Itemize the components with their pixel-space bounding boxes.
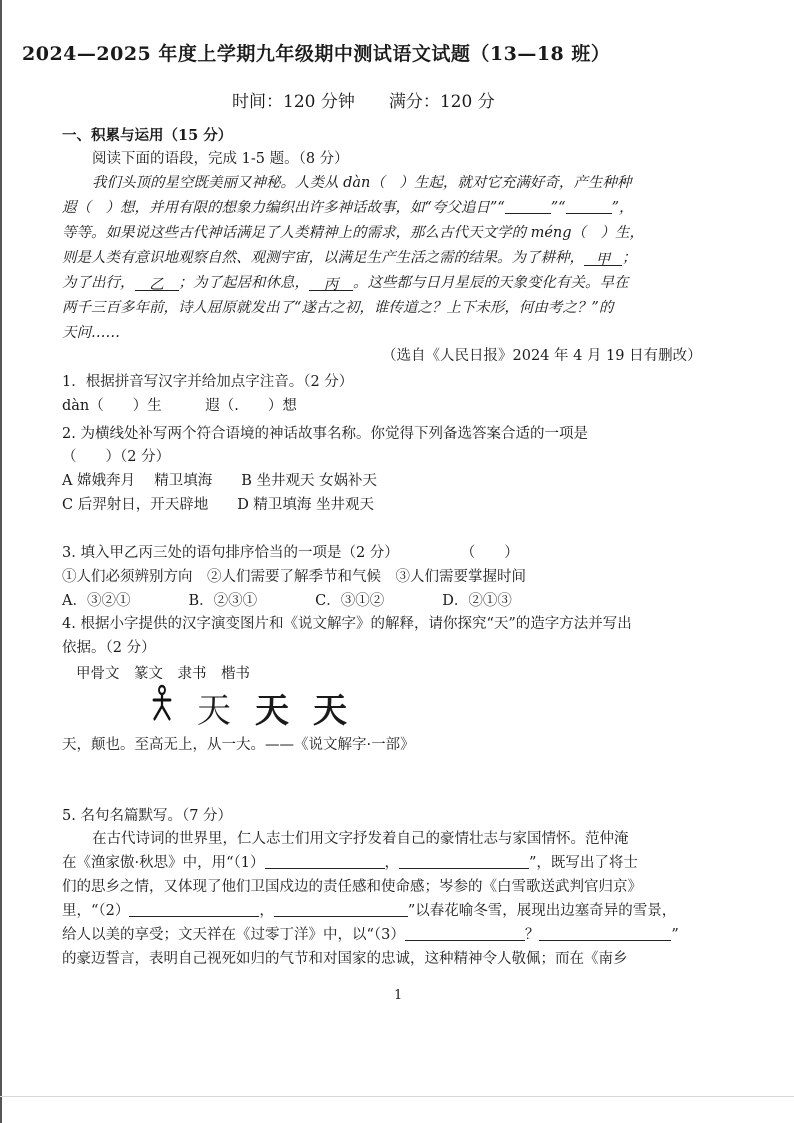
q3-items: ①人们必须辨别方向 ②人们需要了解季节和气候 ③人们需要掌握时间	[62, 569, 526, 585]
passage-line-4: 则是人类有意识地观察自然、观测宇宙，以满足生产生活之需的结果。为了耕种， 甲 ；	[62, 250, 637, 268]
seal-script-glyph: 天	[197, 691, 231, 731]
script-labels: 甲骨文 篆文 隶书 楷书	[76, 666, 250, 682]
passage-line-2: 遐（ ）想，并用有限的想象力编织出许多神话故事，如“夸父追日”“ ”“ ”，	[62, 200, 634, 216]
blank-bing: 丙	[309, 275, 353, 291]
q5-line-2: 在《渔家傲·秋思》中，用“（1） ， ”，既写出了将士	[62, 855, 638, 871]
q5-stem: 5. 名句名篇默写。（7 分）	[62, 808, 233, 824]
q2-option-ab: A 嫦娥奔月 精卫填海 B 坐井观天 女娲补天	[62, 473, 378, 489]
blank-myth-1	[505, 198, 551, 214]
section1-heading: 一、积累与运用（15 分）	[62, 127, 233, 144]
regular-script-glyph: 天	[313, 691, 347, 731]
q5-line-3: 们的思乡之情，又体现了他们卫国戍边的责任感和使命感；岑参的《白雪歌送武判官归京》	[62, 879, 642, 895]
q5-line-4: 里，“（2） ， ”以春花喻冬雪，展现出边塞奇异的雪景，	[62, 903, 677, 919]
clerical-script-glyph: 天	[255, 691, 289, 731]
passage-line-7: 天问……	[62, 325, 120, 341]
blank-q5-2a	[129, 901, 259, 917]
left-edge-line	[0, 0, 2, 1123]
page-bottom-line	[0, 1096, 794, 1097]
q2-paren: （ ）（2 分）	[62, 449, 171, 465]
q1-answer-line: dàn（ ）生 遐（. ）想	[62, 398, 297, 414]
blank-q5-1b	[399, 853, 529, 869]
q4-stem-2: 依据。（2 分）	[62, 640, 156, 656]
passage-line-5: 为了出行， 乙 ；为了起居和休息， 丙 。这些都与日月星辰的天象变化有关。早在	[62, 275, 629, 293]
q2-stem: 2. 为横线处补写两个符合语境的神话故事名称。你觉得下列备选答案合适的一项是	[62, 426, 588, 442]
blank-myth-2	[566, 198, 612, 214]
page-number: 1	[394, 988, 403, 1003]
q5-line-5: 给人以美的享受；文天祥在《过零丁洋》中，以“（3） ？ ”	[62, 927, 679, 943]
blank-q5-3b	[539, 925, 671, 941]
q3-stem: 3. 填入甲乙丙三处的语句排序恰当的一项是（2 分） （ ）	[62, 545, 519, 561]
oracle-tian-icon	[151, 684, 174, 722]
passage-line-3: 等等。如果说这些古代神话满足了人类精神上的需求，那么古代天文学的 méng（ ）生，	[62, 225, 645, 241]
shuowen-quote: 天，颠也。至高无上，从一大。——《说文解字·一部》	[62, 737, 415, 753]
q5-line-1: 在古代诗词的世界里，仁人志士们用文字抒发着自己的豪情壮志与家国情怀。范仲淹	[92, 831, 629, 847]
blank-yi: 乙	[135, 275, 179, 291]
passage-line-6: 两千三百多年前，诗人屈原就发出了“遂古之初，谁传道之？上下未形，何由考之？”的	[62, 300, 614, 316]
q5-line-6: 的豪迈誓言，表明自己视死如归的气节和对国家的忠诚，这种精神令人敬佩；而在《南乡	[62, 951, 628, 967]
blank-jia: 甲	[584, 250, 622, 266]
blank-q5-2b	[274, 901, 408, 917]
oracle-bone-glyph	[147, 684, 177, 731]
character-evolution-figure	[142, 684, 356, 731]
reading-intro: 阅读下面的语段，完成 1-5 题。（8 分）	[92, 151, 349, 167]
q4-stem: 4. 根据小字提供的汉字演变图片和《说文解字》的解释，请你探究“天”的造字方法并写出	[62, 616, 632, 632]
q3-options: A．③②① B．②③① C．③①② D．②①③	[62, 593, 512, 609]
exam-title: 2024—2025 年度上学期九年级期中测试语文试题（13—18 班）	[22, 43, 611, 65]
exam-subtitle: 时间：120 分钟 满分：120 分	[232, 92, 495, 112]
passage-line-1: 我们头顶的星空既美丽又神秘。人类从 dàn（ ）生起，就对它充满好奇，产生种种	[92, 175, 632, 191]
blank-q5-3a	[405, 925, 525, 941]
q2-option-cd: C 后羿射日，开天辟地 D 精卫填海 坐井观天	[62, 497, 375, 513]
passage-source: （选自《人民日报》2024 年 4 月 19 日有删改）	[382, 348, 702, 364]
blank-q5-1a	[265, 853, 385, 869]
q1-stem: 1．根据拼音写汉字并给加点字注音。（2 分）	[62, 374, 354, 390]
